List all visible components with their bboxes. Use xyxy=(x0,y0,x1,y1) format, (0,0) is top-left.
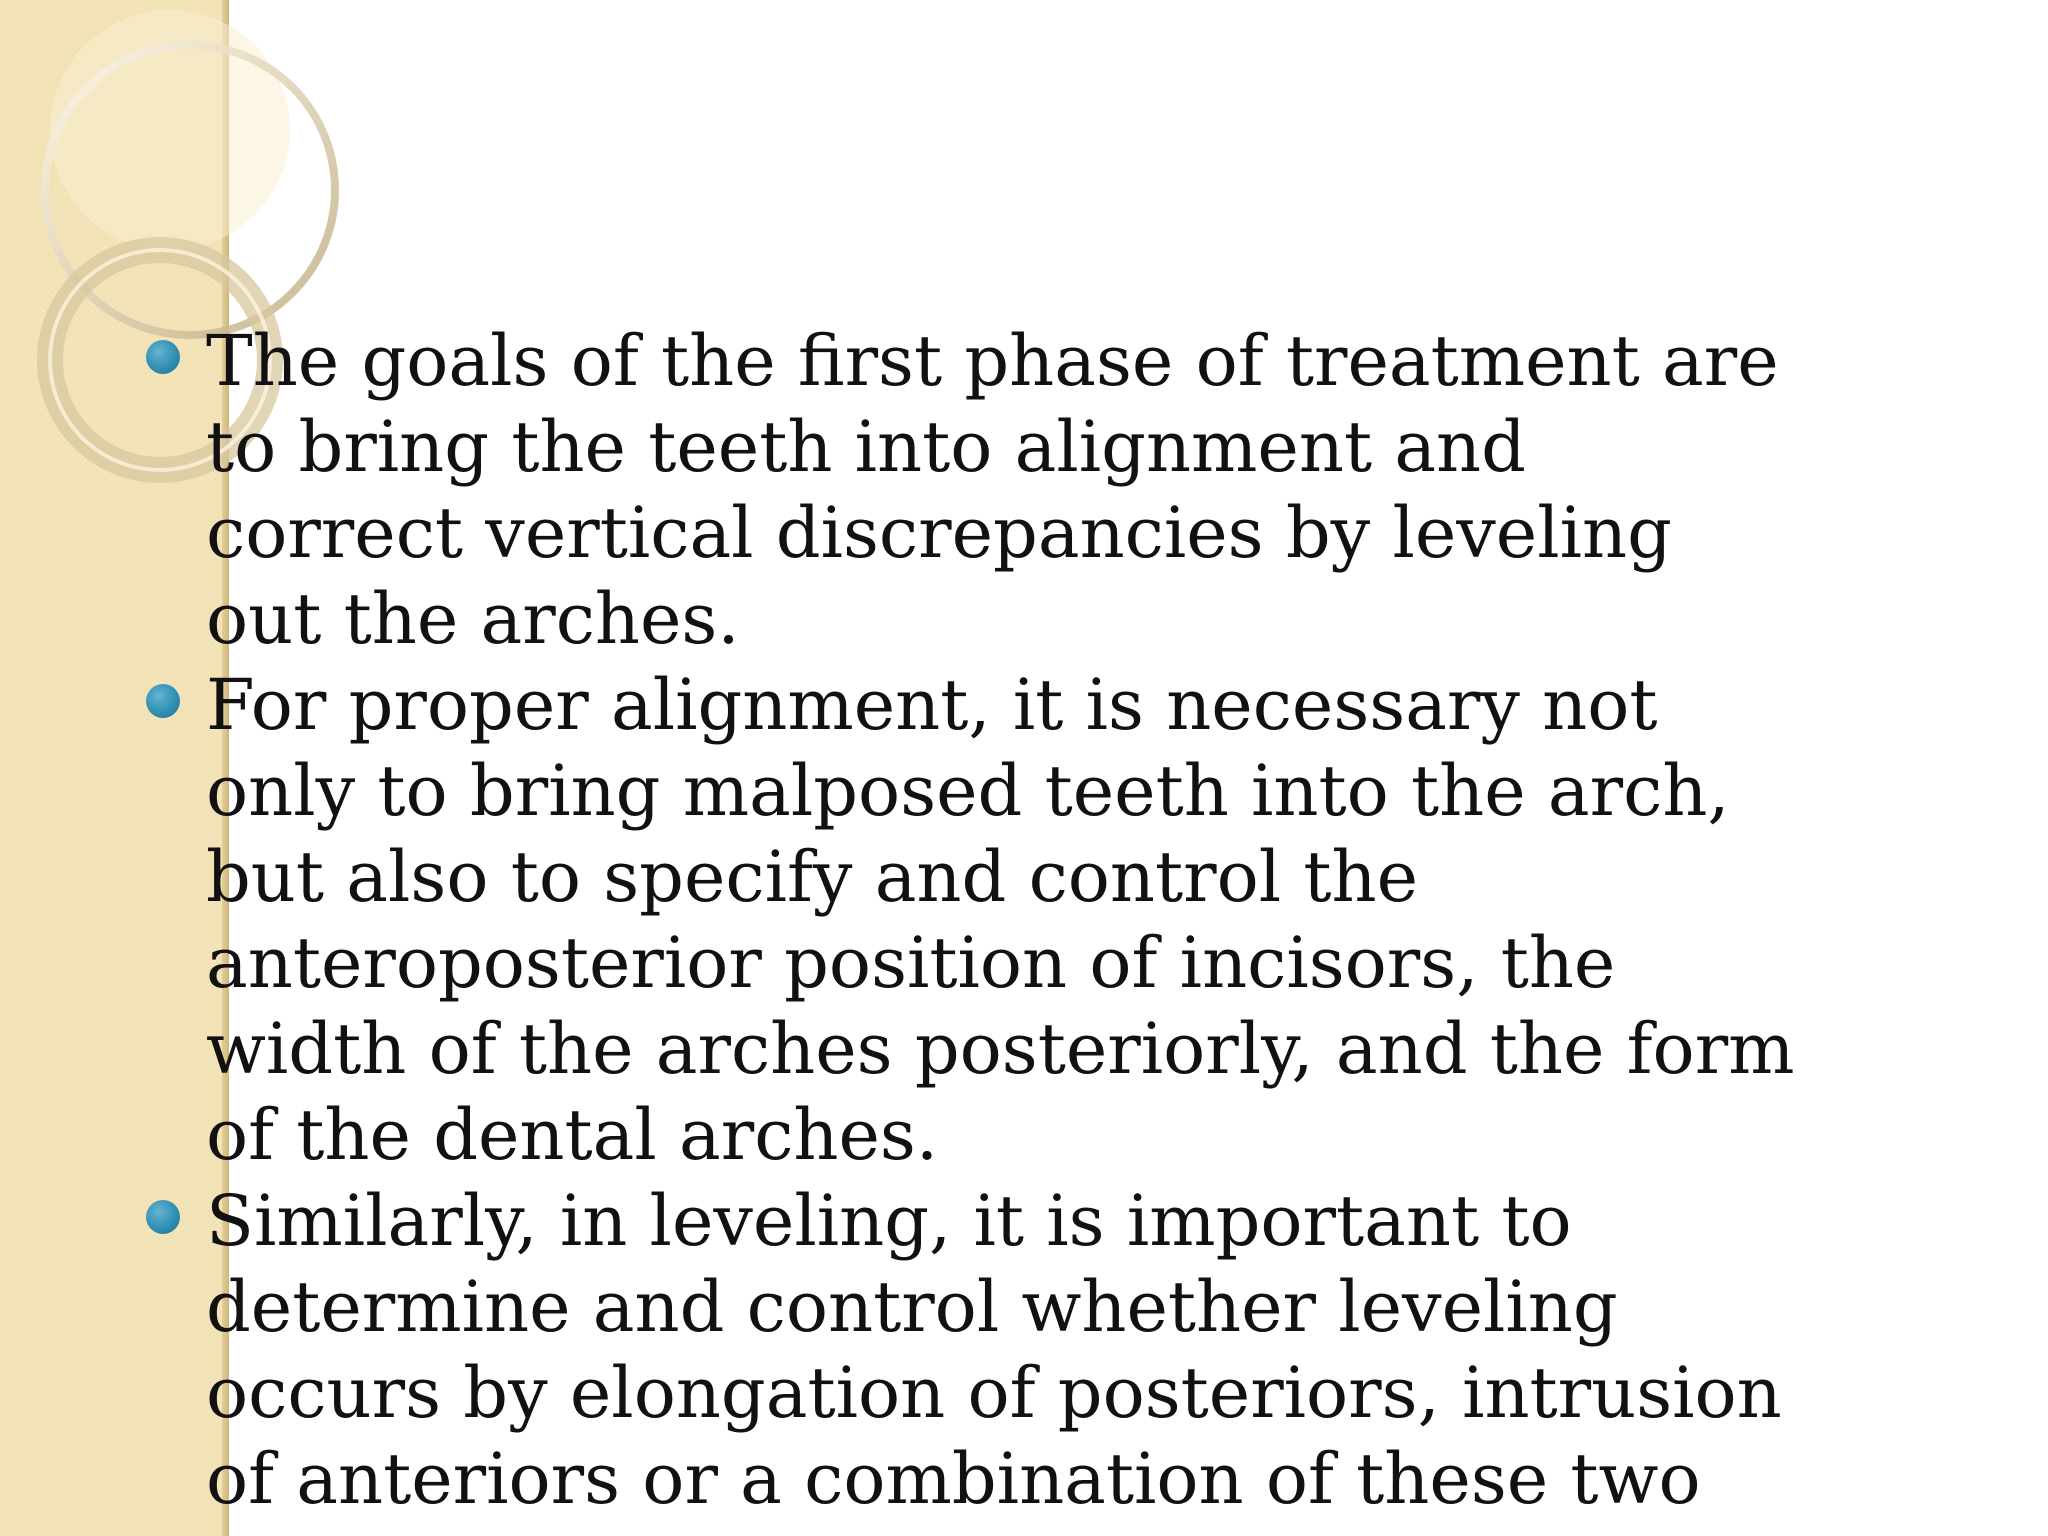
bullet-icon xyxy=(146,1200,180,1234)
bullet-item xyxy=(140,662,1800,1178)
bullet-text: For proper alignment, it is necessary not only to bring malposed teeth into the arch, but also to specify and control the anteroposterior position of incisors, the width of the arches posteriorly, and the form of the dental arches. xyxy=(206,664,1795,1176)
bullet-item xyxy=(140,1178,1800,1522)
bullet-icon xyxy=(146,684,180,718)
bullet-list xyxy=(140,318,1800,1522)
bullet-text: Similarly, in leveling, it is important to determine and control whether leveling occurs by elongation of posteriors, intrusion of anteriors or a combination of these two xyxy=(206,1180,1782,1520)
bullet-item xyxy=(140,318,1800,662)
bullet-icon xyxy=(146,340,180,374)
bullet-text: The goals of the first phase of treatment are to bring the teeth into alignment and correct vertical discrepancies by leveling out the arches. xyxy=(206,320,1779,660)
